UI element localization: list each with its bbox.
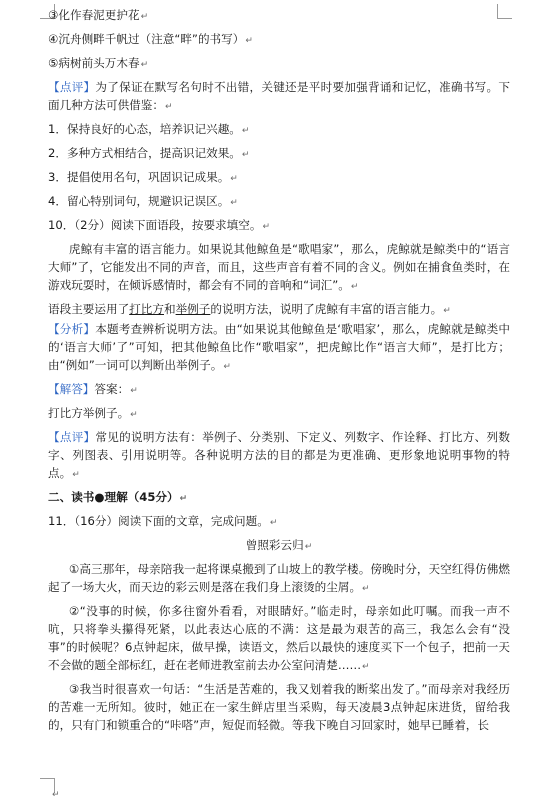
article-title: 曾照彩云归↵: [245, 538, 313, 552]
method-item-4: 4．留心特别词句，规避识记误区。↵: [48, 194, 238, 208]
solution-heading: 【解答】答案：↵: [48, 382, 138, 396]
question-10-answer: 语段主要运用了打比方和举例子的说明方法，说明了虎鲸有丰富的语言能力。↵: [48, 302, 451, 316]
poem-line-3: ③化作春泥更护花↵: [48, 8, 149, 22]
answer-blank-1: 打比方: [129, 302, 164, 316]
poem-line-4: ④沉舟侧畔千帆过（注意“畔”的书写）↵: [48, 32, 253, 46]
method-item-3: 3．提倡使用名句，巩固识记成果。↵: [48, 170, 238, 184]
solution-tag: 【解答】: [48, 382, 95, 396]
article-paragraph-1: ①高三那年，母亲陪我一起将课桌搬到了山坡上的教学楼。傍晚时分，天空红得仿佛燃起了一场大火，而天边的彩云则是落在我们身上滚烫的尘屑。↵: [48, 562, 510, 594]
solution-answer: 打比方举例子。↵: [48, 406, 138, 420]
analysis-tag: 【分析】: [48, 322, 96, 336]
method-item-2: 2．多种方式相结合，提高识记效果。↵: [48, 146, 250, 160]
section-heading-2: 二、读书●理解（45分）↵: [48, 490, 188, 504]
comment-tag: 【点评】: [48, 80, 96, 94]
method-item-1: 1．保持良好的心态，培养识记兴趣。↵: [48, 122, 250, 136]
article-paragraph-3: ③我当时很喜欢一句话：“生活是苦难的，我又划着我的断桨出发了。”而母亲对我经历的苦难一无所知。彼时，她正在一家生鲜店里当采购，每天凌晨3点钟起床进货，留给我的，只有门和锁重合的“咔嗒”声，短促而轻微。等我下晚自习回家时，她早已睡着，长: [48, 682, 510, 732]
article-paragraph-2: ②“没事的时候，你多往窗外看看，对眼睛好。”临走时，母亲如此叮嘱。而我一声不吭，只将拳头攥得死紧，以此表达心底的不满：这是最为艰苦的高三，我怎么会有“没事”的时候呢？6点钟起床，做早操，读语文，然后以最快的速度买下一个包子，把前一天不会做的题全部标红，赶在老师进教室前去办公室问清楚……↵: [48, 604, 510, 672]
answer-blank-2: 举例子: [175, 302, 211, 316]
comment-tag-2: 【点评】: [48, 430, 96, 444]
document-page: [48, 6, 510, 738]
question-11-title: 11．（16分）阅读下面的文章，完成问题。↵: [48, 514, 278, 528]
comment-paragraph-2: 【点评】常见的说明方法有：举例子、分类别、下定义、列数字、作诠释、打比方、列数字、列图表、引用说明等。各种说明方法的目的都是为更准确、更形象地说明事物的特点。↵: [48, 430, 510, 480]
comment-paragraph-1: 【点评】为了保证在默写名句时不出错，关键还是平时要加强背诵和记忆，准确书写。下面几种方法可供借鉴：↵: [48, 80, 510, 112]
question-10-title: 10．（2分）阅读下面语段，按要求填空。↵: [48, 218, 270, 232]
analysis-paragraph: 【分析】本题考查辨析说明方法。由“如果说其他鲸鱼是‘歌唱家’，那么，虎鲸就是鲸类中的‘语言大师’了”可知，把其他鲸鱼比作“歌唱家”，把虎鲸比作“语言大师”，是打比方；由“例如”一词可以判断出举例子。↵: [48, 322, 510, 372]
poem-line-5: ⑤病树前头万木春↵: [48, 56, 149, 70]
paragraph-mark: ↵: [52, 790, 60, 800]
question-10-passage: 虎鲸有丰富的语言能力。如果说其他鲸鱼是“歌唱家”，那么，虎鲸就是鲸类中的“语言大师”了，它能发出不同的声音，而且，这些声音有着不同的含义。例如在捕食鱼类时，在游戏玩耍时，在倾诉感情时，都会有不同的音响和“词汇”。↵: [48, 242, 510, 292]
